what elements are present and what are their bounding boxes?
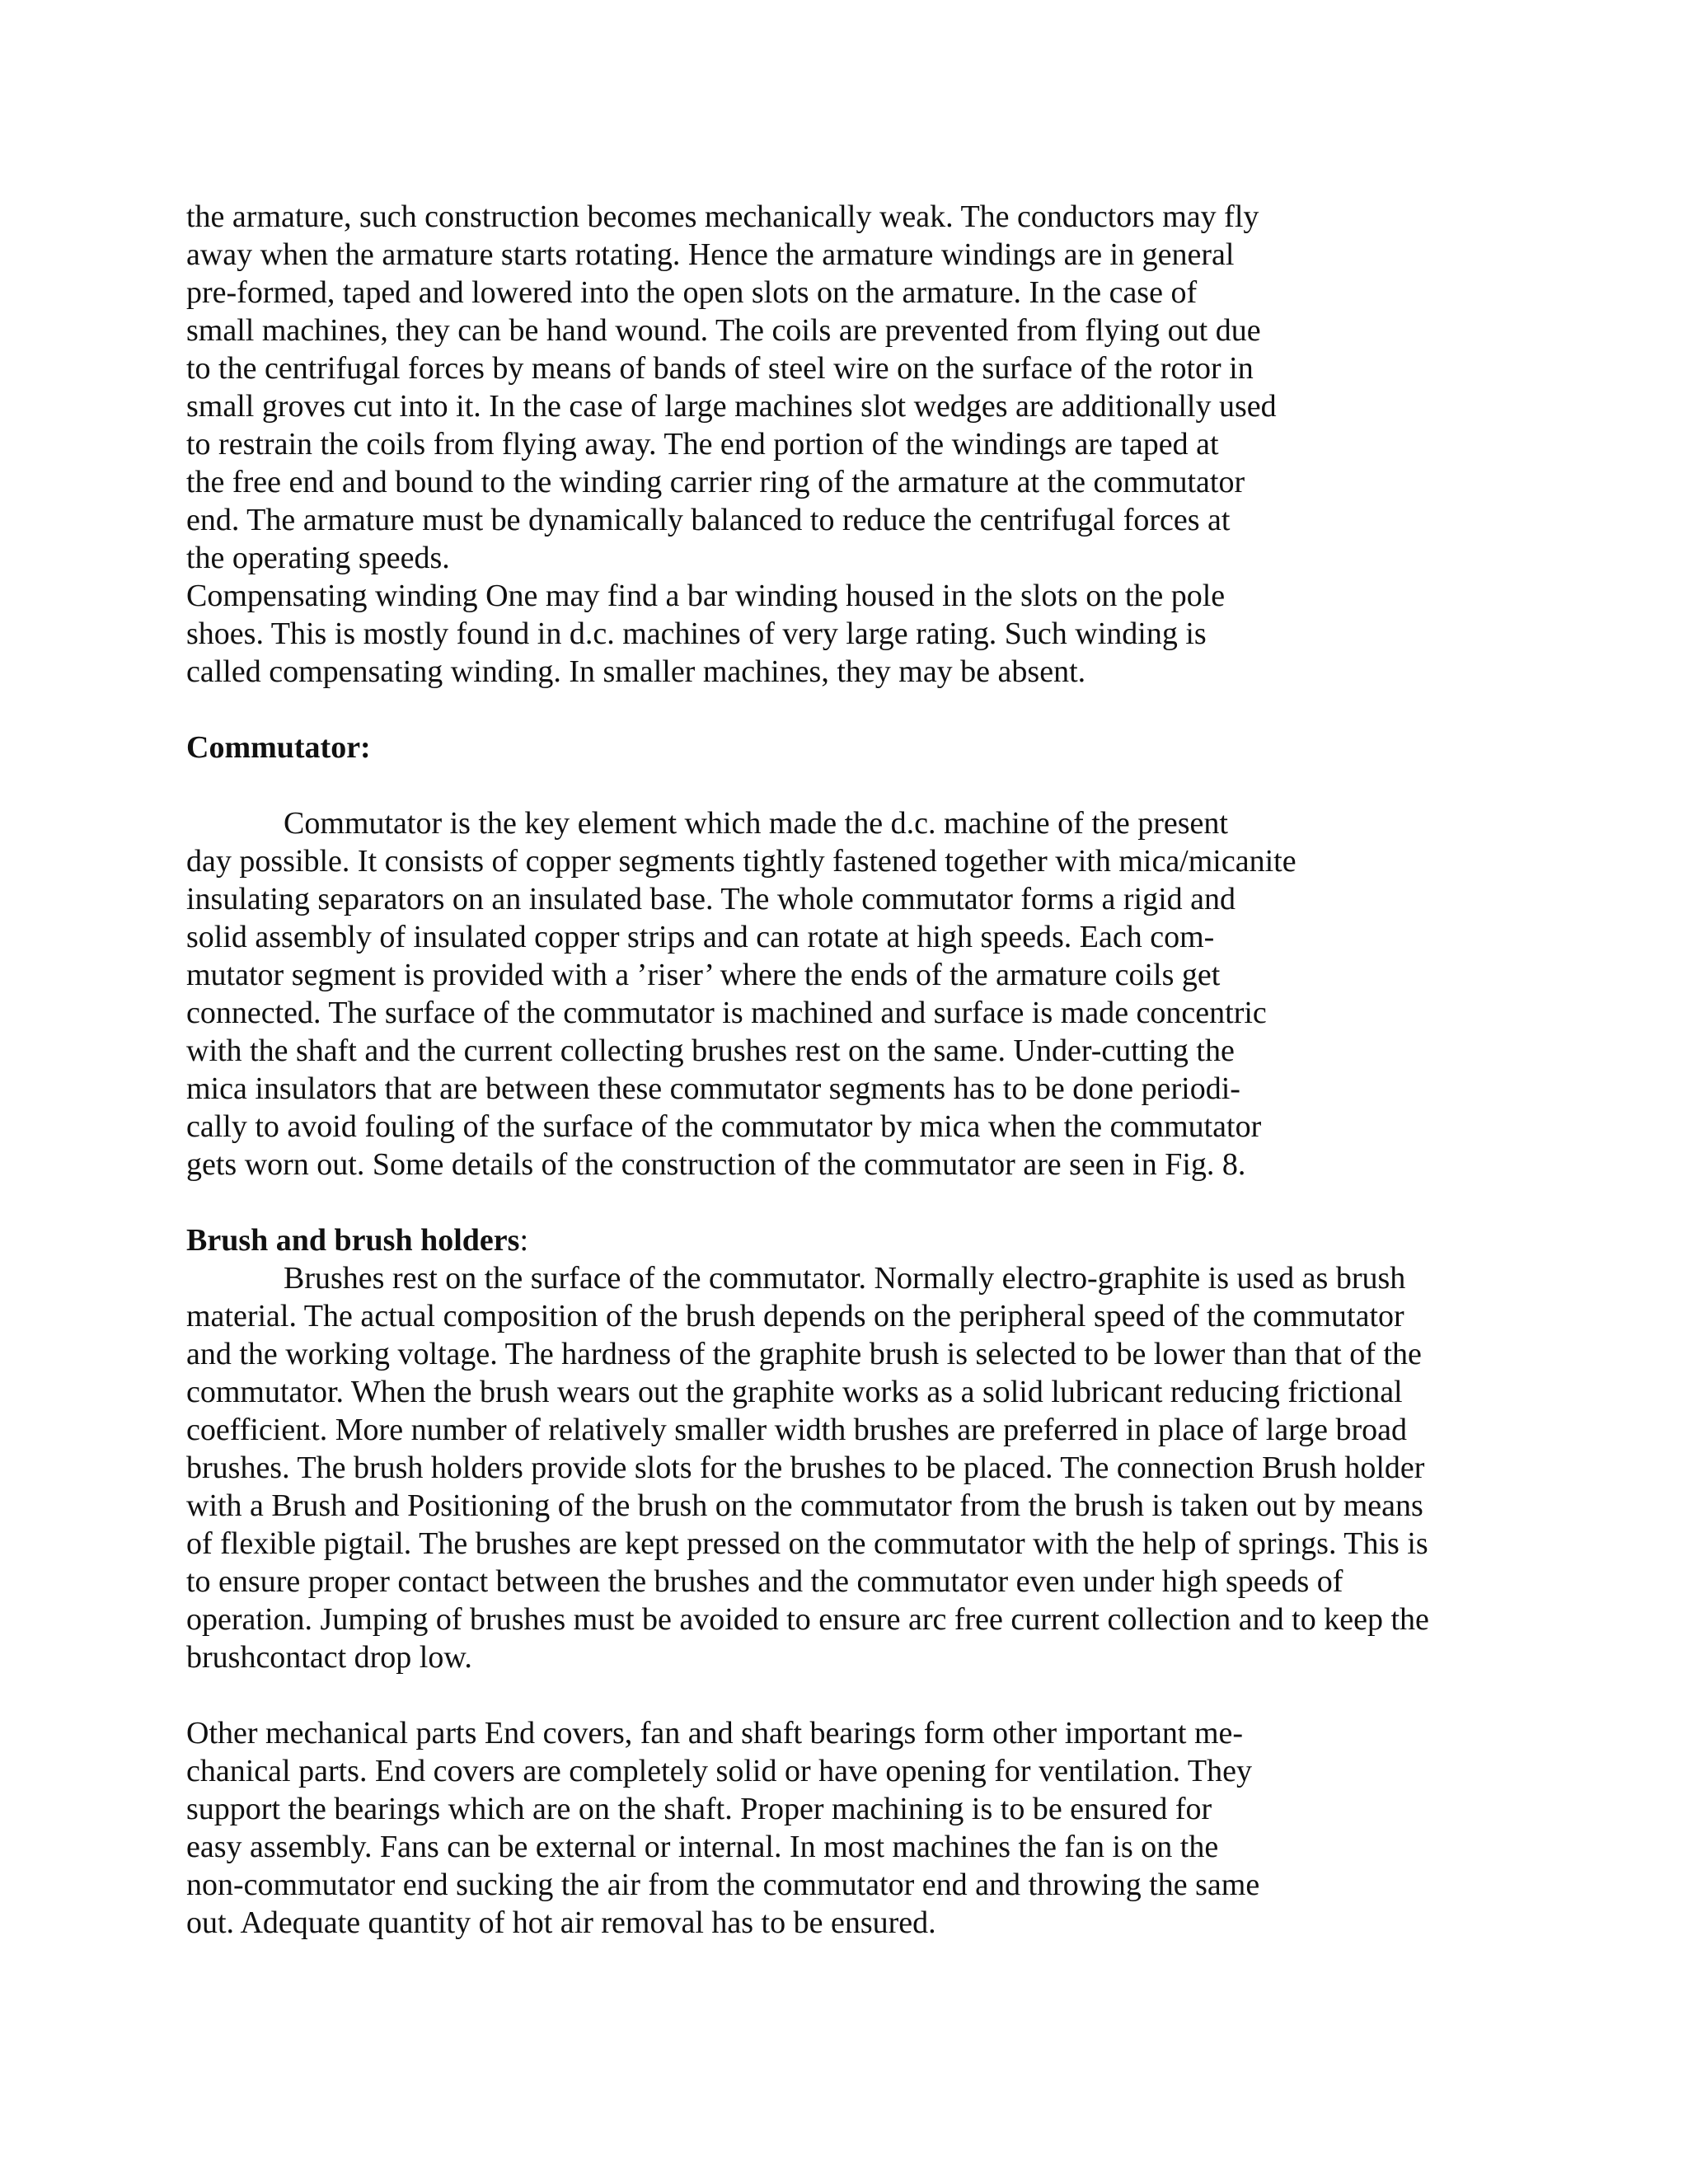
text-line: non-commutator end sucking the air from the commutator end and throwing the same [186, 1868, 1260, 1902]
text-line: away when the armature starts rotating. Hence the armature windings are in general [186, 237, 1235, 272]
brush-heading-line [186, 1221, 1522, 1259]
text-line: Commutator is the key element which made the d.c. machine of the present [284, 806, 1228, 841]
other-parts-paragraph [186, 1714, 1522, 1942]
text-line: and the working voltage. The hardness of the graphite brush is selected to be lower than that of the [186, 1337, 1422, 1371]
text-line: operation. Jumping of brushes must be avoided to ensure arc free current collection and to keep the [186, 1602, 1429, 1637]
text-line: small groves cut into it. In the case of large machines slot wedges are additionally used [186, 389, 1277, 424]
text-line: mutator segment is provided with a ’riser’ where the ends of the armature coils get [186, 958, 1221, 992]
text-line: to the centrifugal forces by means of bands of steel wire on the surface of the rotor in [186, 351, 1254, 386]
text-line: small machines, they can be hand wound. The coils are prevented from flying out due [186, 313, 1261, 348]
spacer [186, 691, 1522, 729]
text-line: Brushes rest on the surface of the commutator. Normally electro-graphite is used as brush [284, 1261, 1406, 1296]
commutator-heading: Commutator: [186, 730, 371, 765]
text-line: insulating separators on an insulated base. The whole commutator forms a rigid and [186, 882, 1236, 916]
text-line: connected. The surface of the commutator is machined and surface is made concentric [186, 996, 1267, 1030]
text-line: cally to avoid fouling of the surface of the commutator by mica when the commutator [186, 1109, 1262, 1144]
text-line: chanical parts. End covers are completely solid or have opening for ventilation. They [186, 1754, 1252, 1788]
text-line: gets worn out. Some details of the construction of the commutator are seen in Fig. 8. [186, 1147, 1246, 1182]
brush-heading: Brush and brush holders [186, 1223, 520, 1258]
text-line: Other mechanical parts End covers, fan and shaft bearings form other important me- [186, 1716, 1244, 1750]
spacer [186, 766, 1522, 804]
text-line: called compensating winding. In smaller machines, they may be absent. [186, 654, 1086, 689]
brush-paragraph [186, 1259, 1522, 1676]
text-line: the armature, such construction becomes mechanically weak. The conductors may fly [186, 199, 1259, 234]
text-line: brushes. The brush holders provide slots for the brushes to be placed. The connection Brush holder [186, 1451, 1425, 1485]
spacer [186, 1676, 1522, 1714]
text-line: to ensure proper contact between the brushes and the commutator even under high speeds of [186, 1564, 1343, 1599]
text-line: out. Adequate quantity of hot air removal has to be ensured. [186, 1905, 936, 1940]
text-line: with a Brush and Positioning of the brush on the commutator from the brush is taken out by means [186, 1488, 1423, 1523]
text-line: coefficient. More number of relatively smaller width brushes are preferred in place of large broad [186, 1413, 1408, 1447]
spacer [186, 1183, 1522, 1221]
text-line: mica insulators that are between these commutator segments has to be done periodi- [186, 1071, 1240, 1106]
text-line: commutator. When the brush wears out the graphite works as a solid lubricant reducing frictional [186, 1375, 1403, 1409]
text-line: with the shaft and the current collecting brushes rest on the same. Under-cutting the [186, 1033, 1235, 1068]
text-line: to restrain the coils from flying away. The end portion of the windings are taped at [186, 427, 1219, 462]
text-line: easy assembly. Fans can be external or internal. In most machines the fan is on the [186, 1830, 1219, 1864]
commutator-paragraph [186, 804, 1522, 1183]
intro-paragraph [186, 198, 1522, 691]
text-line: solid assembly of insulated copper strips and can rotate at high speeds. Each com- [186, 920, 1215, 954]
document-page [186, 198, 1522, 1942]
text-line: end. The armature must be dynamically balanced to reduce the centrifugal forces at [186, 503, 1231, 537]
text-line: the free end and bound to the winding carrier ring of the armature at the commutator [186, 465, 1245, 499]
text-line: brushcontact drop low. [186, 1640, 472, 1675]
text-line: day possible. It consists of copper segments tightly fastened together with mica/micanite [186, 844, 1296, 879]
text-line: support the bearings which are on the shaft. Proper machining is to be ensured for [186, 1792, 1212, 1826]
text-line: pre-formed, taped and lowered into the open slots on the armature. In the case of [186, 275, 1198, 310]
text-line: shoes. This is mostly found in d.c. machines of very large rating. Such winding is [186, 616, 1207, 651]
brush-heading-colon: : [519, 1223, 528, 1258]
text-line: the operating speeds. [186, 541, 450, 575]
text-line: of flexible pigtail. The brushes are kept pressed on the commutator with the help of springs. This is [186, 1526, 1428, 1561]
text-line: material. The actual composition of the brush depends on the peripheral speed of the commutator [186, 1299, 1404, 1333]
text-line: Compensating winding One may find a bar winding housed in the slots on the pole [186, 579, 1226, 613]
